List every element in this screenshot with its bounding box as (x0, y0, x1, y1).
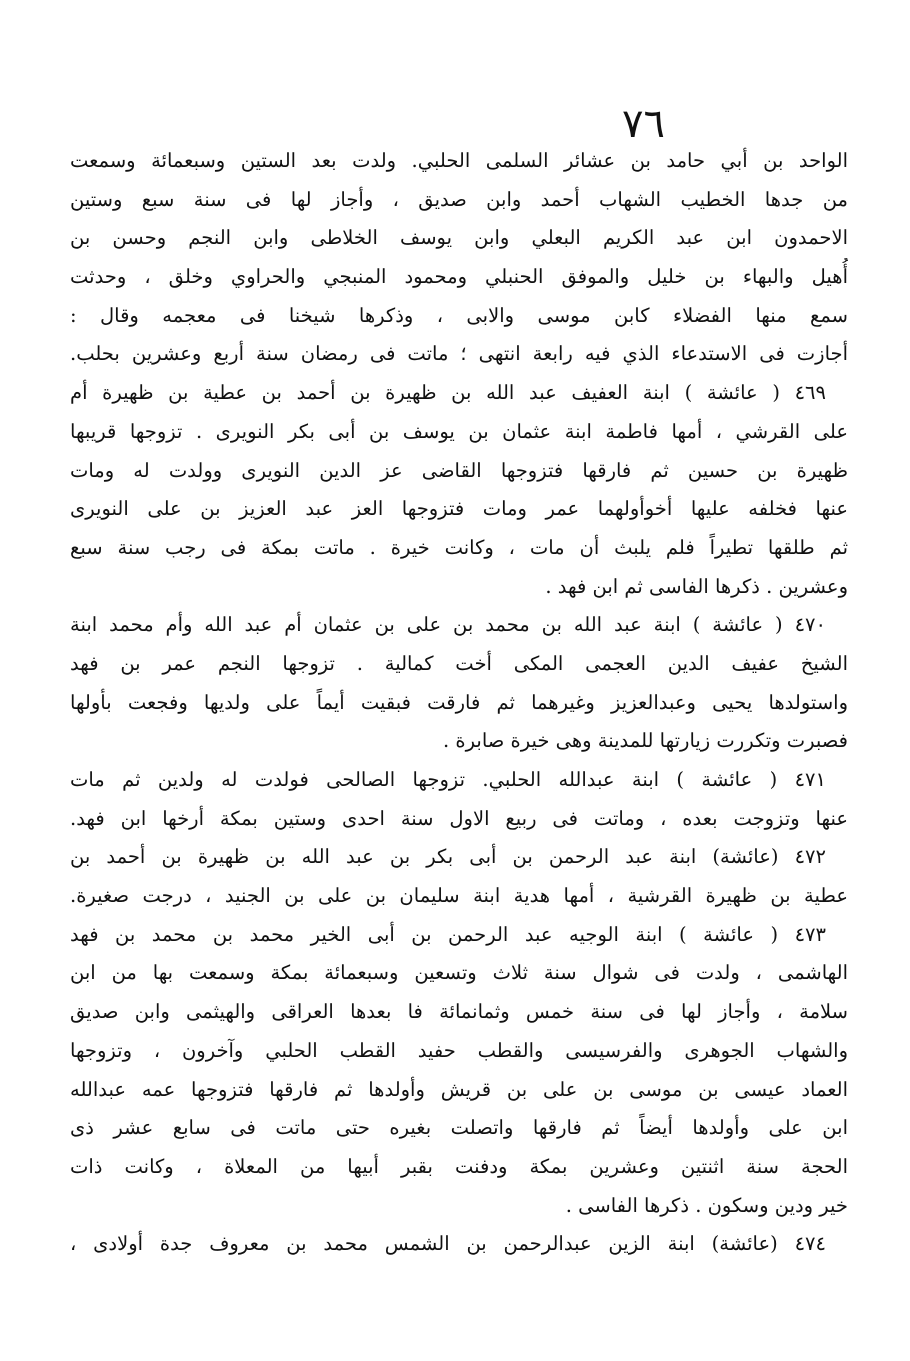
text-line: أجازت فى الاستدعاء الذي فيه رابعة انتهى ؛ ماتت فى رمضان سنة أربع وعشرين بحلب. (70, 342, 848, 366)
text-line: الشيخ عفيف الدين العجمى المكى أخت كمالية . تزوجها النجم عمر بن فهد (70, 651, 848, 675)
text-line: ظهيرة بن حسين ثم فارقها فتزوجها القاضى عز الدين النويرى وولدت له ومات (70, 458, 848, 482)
text-line: فصبرت وتكررت زيارتها للمدينة وهى خيرة صابرة . (443, 729, 848, 753)
body-text (70, 142, 848, 1264)
page-number: ٧٦ (622, 101, 665, 147)
text-line: أُهيل والبهاء بن خليل والموفق الحنبلي ومحمود المنبجي والحراوي وخلق ، وحدثت (70, 265, 848, 289)
text-line: واستولدها يحيى وعبدالعزيز وغيرهما ثم فارقت فبقيت أيماً على ولديها وفجعت بأولها (70, 690, 848, 714)
text-line: ٤٧٢ (عائشة) ابنة عبد الرحمن بن أبى بكر بن عبد الله بن ظهيرة بن أحمد بن (70, 845, 826, 869)
text-line: الهاشمى ، ولدت فى شوال سنة ثلاث وتسعين وسبعمائة بمكة وسمعت بها من ابن (70, 961, 848, 985)
text-line: والشهاب الجوهرى والفرسيسى والقطب حفيد القطب الحلبي وآخرون ، وتزوجها (70, 1038, 848, 1062)
text-line: عنها فخلفه عليها أخوأولهما عمر ومات فتزوجها العز عبد العزيز بن على النويرى (70, 497, 848, 521)
text-line: عطية بن ظهيرة القرشية ، أمها هدية ابنة سليمان بن على بن الجنيد ، درجت صغيرة. (70, 884, 848, 908)
text-line: الاحمدون ابن عبد الكريم البعلي وابن يوسف الخلاطى وابن النجم وحسن بن (70, 226, 848, 250)
text-line: من جدها الخطيب الشهاب أحمد وابن صديق ، وأجاز لها فى سنة سبع وستين (70, 187, 848, 211)
text-line: ابن على وأولدها أيضاً ثم فارقها واتصلت بغيره حتى ماتت فى سابع عشر ذى (70, 1116, 848, 1140)
text-line: الواحد بن أبي حامد بن عشائر السلمى الحلبي. ولدت بعد الستين وسبعمائة وسمعت (70, 149, 848, 172)
text-line: وعشرين . ذكرها الفاسى ثم ابن فهد . (545, 574, 848, 598)
text-line: عنها وتزوجت بعده ، وماتت فى ربيع الاول سنة احدى وستين بمكة أرخها ابن فهد. (70, 806, 848, 830)
text-line: الحجة سنة اثنتين وعشرين بمكة ودفنت بقبر أبيها من المعلاة ، وكانت ذات (70, 1154, 848, 1178)
text-line: ٤٧٤ (عائشة) ابنة الزين عبدالرحمن بن الشمس محمد بن معروف جدة أولادى ، (70, 1232, 826, 1256)
text-line: ٤٧٣ ( عائشة ) ابنة الوجيه عبد الرحمن بن أبى الخير محمد بن محمد بن فهد (70, 922, 826, 946)
text-line: سمع منها الفضلاء كابن موسى والابى ، وذكرها شيخنا فى معجمه وقال : (70, 303, 848, 327)
text-line: خير ودين وسكون . ذكرها الفاسى . (565, 1193, 848, 1217)
text-line: ٤٧١ ( عائشة ) ابنة عبدالله الحلبي. تزوجها الصالحى فولدت له ولدين ثم مات (70, 768, 826, 791)
text-line: سلامة ، وأجاز لها فى سنة خمس وثمانمائة فا بعدها العراقى والهيثمى وابن صديق (70, 1000, 848, 1024)
text-line: ٤٦٩ ( عائشة ) ابنة العفيف عبد الله بن ظهيرة بن أحمد بن عطية بن ظهيرة أم (70, 381, 826, 405)
text-line: العماد عيسى بن موسى بن على بن قريش وأولدها ثم فارقها فتزوجها عمه عبدالله (70, 1077, 848, 1101)
text-line: ٤٧٠ ( عائشة ) ابنة عبد الله بن محمد بن على بن عثمان أم عبد الله وأم محمد ابنة (70, 613, 826, 637)
text-line: ثم طلقها تطيراً فلم يلبث أن مات ، وكانت خيرة . ماتت بمكة فى رجب سنة سبع (70, 535, 848, 559)
text-line: على القرشي ، أمها فاطمة ابنة عثمان بن يوسف بن أبى بكر النويرى . تزوجها قريبها (70, 419, 848, 443)
